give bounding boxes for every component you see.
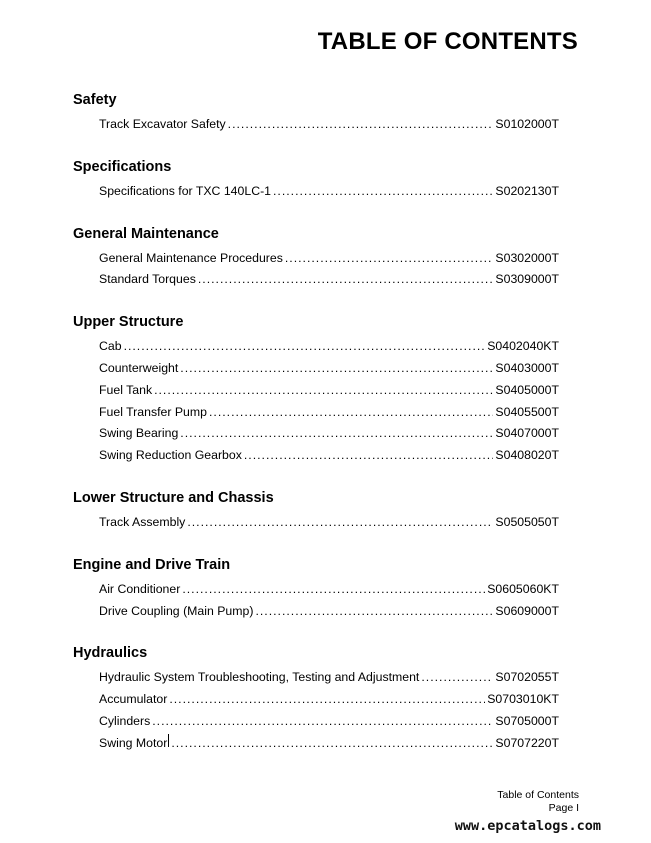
dot-leader — [198, 269, 494, 291]
dot-leader — [228, 114, 494, 136]
toc-section-upper-structure — [73, 312, 559, 467]
toc-entry-link[interactable] — [73, 423, 559, 445]
text-cursor — [168, 734, 169, 747]
entry-code: S0703010KT — [487, 692, 559, 707]
dot-leader — [180, 358, 493, 380]
entry-title: Accumulator — [99, 692, 168, 707]
section-heading: Specifications — [73, 158, 172, 175]
toc-entry-link[interactable] — [73, 445, 559, 467]
section-heading: Hydraulics — [73, 645, 148, 662]
entry-title: Air Conditioner — [99, 581, 181, 596]
toc-entry-link[interactable] — [73, 733, 559, 755]
entry-title: Fuel Transfer Pump — [99, 404, 207, 419]
entry-code: S0707220T — [495, 735, 559, 750]
dot-leader — [187, 512, 493, 534]
dot-leader — [171, 733, 493, 755]
section-heading: Safety — [73, 92, 117, 108]
entry-code: S0702055T — [495, 670, 559, 685]
table-of-contents — [73, 90, 559, 776]
entry-code: S0405000T — [495, 382, 559, 397]
entry-title: Swing Bearing — [99, 426, 179, 441]
entry-title: Counterweight — [99, 360, 179, 375]
section-heading: Lower Structure and Chassis — [73, 489, 274, 506]
dot-leader — [182, 579, 485, 601]
entry-title: Swing Reduction Gearbox — [99, 448, 242, 463]
toc-entry-link[interactable] — [73, 512, 559, 534]
toc-entry-link[interactable] — [73, 269, 559, 291]
entry-code: S0505050T — [495, 514, 559, 529]
page-footer — [497, 789, 579, 815]
dot-leader — [244, 445, 494, 467]
entry-code: S0609000T — [495, 603, 559, 618]
section-heading: Engine and Drive Train — [73, 556, 231, 573]
page-title: TABLE OF CONTENTS — [317, 28, 578, 55]
toc-entry-link[interactable] — [73, 579, 559, 601]
entry-code: S0405500T — [495, 404, 559, 419]
dot-leader — [169, 689, 485, 711]
entry-title: Cab — [99, 339, 122, 354]
footer-page-number: Page I — [548, 802, 579, 814]
entry-title: Standard Torques — [99, 272, 196, 287]
entry-code: S0102000T — [495, 117, 559, 131]
toc-entry-link[interactable] — [73, 667, 559, 689]
toc-section-specifications — [73, 157, 559, 203]
entry-code: S0302000T — [495, 250, 559, 265]
entry-title: General Maintenance Procedures — [99, 250, 283, 265]
watermark: www.epcatalogs.com — [454, 818, 601, 834]
dot-leader — [255, 601, 493, 623]
toc-entry-link[interactable] — [73, 248, 559, 270]
dot-leader — [285, 248, 494, 270]
toc-entry-link[interactable] — [73, 689, 559, 711]
toc-entry-link[interactable] — [73, 402, 559, 424]
section-heading: General Maintenance — [73, 225, 219, 242]
toc-section-safety — [73, 90, 559, 136]
entry-code: S0202130T — [495, 183, 559, 198]
dot-leader — [180, 423, 493, 445]
toc-entry-link[interactable] — [73, 336, 559, 358]
entry-code: S0309000T — [495, 272, 559, 287]
entry-code: S0705000T — [495, 713, 559, 728]
section-heading: Upper Structure — [73, 314, 184, 331]
entry-title: Track Assembly — [99, 514, 186, 529]
toc-entry-link[interactable] — [73, 181, 559, 203]
toc-section-hydraulics — [73, 643, 559, 754]
entry-title: Cylinders — [99, 713, 151, 728]
dot-leader — [209, 402, 493, 424]
toc-entry-link[interactable] — [73, 114, 559, 136]
toc-entry-link[interactable] — [73, 601, 559, 623]
dot-leader — [152, 711, 493, 733]
dot-leader — [154, 380, 493, 402]
footer-section-name: Table of Contents — [497, 789, 579, 801]
toc-section-lower-structure — [73, 488, 559, 534]
entry-title: Track Excavator Safety — [99, 117, 226, 131]
dot-leader — [421, 667, 493, 689]
entry-title: Hydraulic System Troubleshooting, Testing and Adjustment — [99, 670, 420, 685]
entry-title: Swing Motor — [99, 735, 168, 750]
toc-section-general-maintenance — [73, 224, 559, 292]
dot-leader — [273, 181, 493, 203]
entry-title: Fuel Tank — [99, 382, 153, 397]
entry-code: S0605060KT — [487, 581, 559, 596]
toc-section-engine-drive-train — [73, 555, 559, 623]
entry-code: S0403000T — [495, 360, 559, 375]
entry-code: S0408020T — [495, 448, 559, 463]
dot-leader — [124, 336, 486, 358]
toc-entry-link[interactable] — [73, 380, 559, 402]
toc-entry-link[interactable] — [73, 358, 559, 380]
entry-title: Drive Coupling (Main Pump) — [99, 603, 254, 618]
toc-entry-link[interactable] — [73, 711, 559, 733]
entry-code: S0402040KT — [487, 339, 559, 354]
entry-title: Specifications for TXC 140LC-1 — [99, 183, 272, 198]
entry-code: S0407000T — [495, 426, 559, 441]
